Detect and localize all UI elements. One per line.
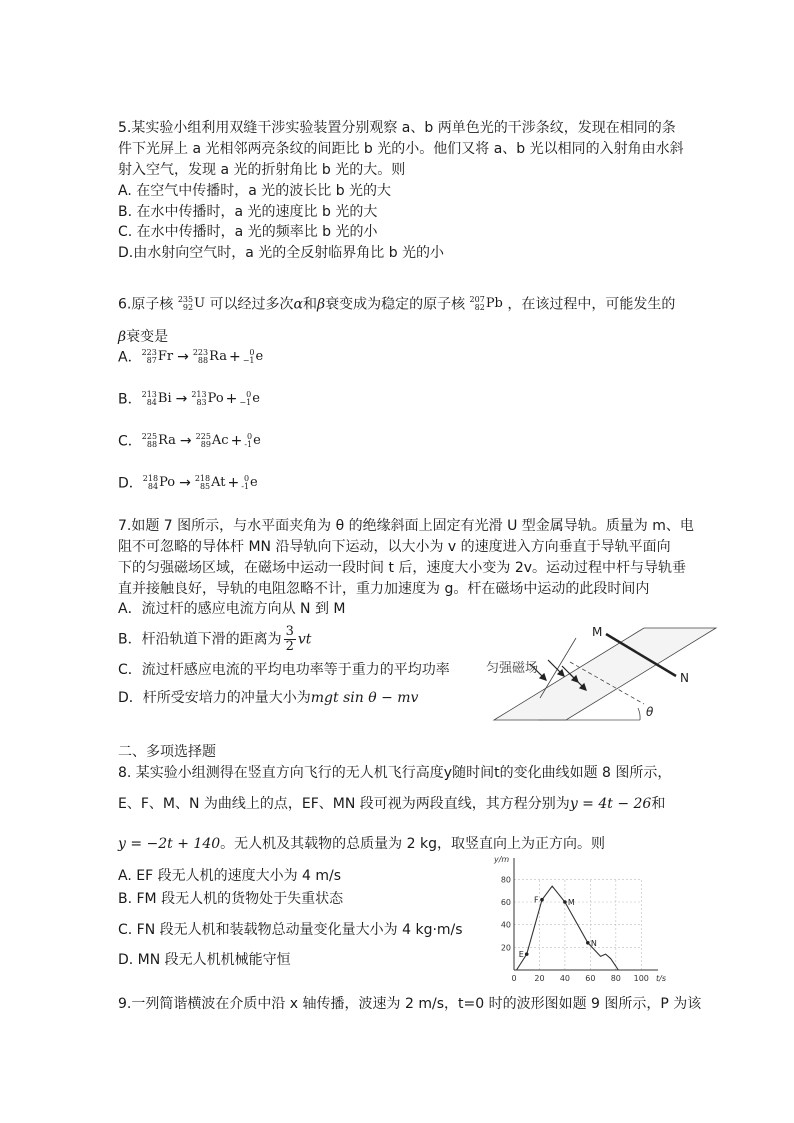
point-label: F — [534, 895, 539, 905]
q8-option-d: D. MN 段无人机机械能守恒 — [118, 952, 291, 968]
q7-line-3: 下的匀强磁场区域，在磁场中运动一段时间 t 后，速度大小变为 2v。运动过程中杆与导轨垂 — [118, 560, 687, 576]
parent-nucleus: 225 88 Ra — [141, 432, 176, 449]
fraction-3-2: $\frac{3}{2}$ — [285, 624, 294, 654]
q7-option-a: A．流过杆的感应电流方向从 N 到 M — [118, 601, 346, 617]
arrow-icon: → — [179, 433, 192, 450]
arrow-icon: → — [177, 349, 189, 366]
q7-line-4: 直并接触良好，导轨的电阻忽略不计，重力加速度为 g。杆在磁场中运动的此段时间内 — [118, 581, 650, 597]
option-label: A． — [118, 349, 142, 366]
option-label: B． — [118, 391, 142, 408]
q5-option-a: A. 在空气中传播时，a 光的波长比 b 光的大 — [118, 183, 392, 199]
parent-nucleus: 213 84 Bi — [141, 390, 172, 407]
q8-option-c: C. FN 段无人机和装载物总动量变化量大小为 4 kg·m/s — [118, 922, 463, 938]
point-label: M — [567, 898, 575, 907]
point-label: E — [518, 950, 524, 960]
q5-option-c: C. 在水中传播时，a 光的频率比 b 光的小 — [118, 224, 378, 240]
altitude-time-chart — [488, 852, 664, 984]
arrow-icon: → — [179, 475, 191, 492]
q6-option-b: B． 213 84 Bi → 213 83 Po + 0 −1 e — [118, 389, 260, 410]
q7-option-b: B．杆沿轨道下滑的距离为 $\frac{3}{2}$ vt — [118, 624, 312, 654]
daughter-nucleus: 213 83 Po — [191, 390, 224, 407]
option-label: C． — [118, 433, 142, 450]
q5-option-d: D.由水射向空气时，a 光的全反射临界角比 b 光的小 — [118, 245, 445, 261]
x-tick-label: 80 — [610, 974, 621, 983]
q8-line-2: E、F、M、N 为曲线上的点，EF、MN 段可视为两段直线，其方程分别为y = 4t − 26和 — [118, 796, 666, 812]
x-axis-label: t/s — [656, 974, 666, 983]
parent-nucleus: 218 84 Po — [142, 474, 176, 491]
electron: 0 -1 e — [244, 432, 261, 449]
data-point — [540, 898, 544, 902]
x-tick-label: 60 — [585, 974, 596, 983]
incline-rail-figure — [480, 612, 720, 738]
section-title: 二、多项选择题 — [118, 744, 216, 760]
uranium-nucleus: 235 92 U — [177, 295, 206, 312]
q7-line-1: 7.如题 7 图所示，与水平面夹角为 θ 的绝缘斜面上固定有光滑 U 型金属导轨。质量为 m、电 — [118, 518, 694, 534]
label-m: M — [592, 625, 603, 639]
q9-line-1: 9.一列简谐横波在介质中沿 x 轴传播，波速为 2 m/s，t=0 时的波形图如题 9 图所示，P 为该 — [118, 996, 702, 1012]
q8-option-a: A. EF 段无人机的速度大小为 4 m/s — [118, 868, 342, 884]
q6-line-2: β衰变是 — [118, 329, 169, 345]
electron: 0 −1 e — [242, 348, 264, 365]
q8-line-3: y = −2t + 140。无人机及其载物的总质量为 2 kg，取竖直向上为正方向。则 — [118, 836, 605, 852]
y-axis-label: y/m — [494, 855, 510, 864]
point-label: N — [590, 938, 597, 948]
electron: 0 -1 e — [241, 474, 258, 491]
x-tick-label: 20 — [534, 974, 545, 983]
data-point — [563, 900, 567, 904]
q6-option-c: C． 225 88 Ra → 225 89 Ac + 0 -1 e — [118, 431, 261, 452]
daughter-nucleus: 225 89 Ac — [195, 432, 229, 449]
daughter-nucleus: 223 88 Ra — [192, 348, 227, 365]
data-point — [525, 952, 529, 956]
q6-option-a: A． 223 87 Fr → 223 88 Ra + 0 −1 e — [118, 347, 263, 368]
y-tick-label: 20 — [500, 943, 511, 953]
q7-option-c: C．流过杆感应电流的平均电功率等于重力的平均功率 — [118, 662, 450, 678]
label-n: N — [680, 671, 689, 685]
data-point — [586, 941, 590, 945]
parent-nucleus: 223 87 Fr — [141, 348, 174, 365]
q7-line-2: 阻不可忽略的导体杆 MN 沿导轨向下运动，以大小为 v 的速度进入方向垂直于导轨平面向 — [118, 539, 671, 555]
arrow-icon: → — [175, 391, 188, 408]
option-label: D． — [118, 475, 143, 492]
x-tick-label: 40 — [559, 974, 571, 983]
lead-nucleus: 207 82 Pb — [469, 295, 503, 312]
q6-line-1: 6.原子核 235 92 U 可以经过多次α和β衰变成为稳定的原子核 207 82 Pb ，在该过程中，可能发生的 — [118, 294, 675, 315]
q5-line-3: 射入空气，发现 a 光的折射角比 b 光的大。则 — [118, 162, 406, 178]
label-theta: θ — [646, 705, 654, 719]
q8-line-1: 8. 某实验小组测得在竖直方向飞行的无人机飞行高度y随时间t的变化曲线如题 8 图所示， — [118, 765, 672, 781]
y-tick-label: 80 — [500, 875, 511, 885]
daughter-nucleus: 218 85 At — [194, 474, 226, 491]
q6-option-d: D． 218 84 Po → 218 85 At + 0 -1 e — [118, 473, 258, 494]
label-magnetic-field: 匀强磁场 — [486, 661, 539, 676]
q5-line-2: 件下光屏上 a 光相邻两亮条纹的间距比 b 光的小。他们又将 a、b 光以相同的入射角由水斜 — [118, 141, 684, 157]
y-tick-label: 40 — [500, 920, 511, 930]
y-tick-label: 60 — [500, 898, 511, 907]
x-tick-label: 100 — [633, 974, 649, 983]
q8-option-b: B. FM 段无人机的货物处于失重状态 — [118, 891, 344, 907]
q5-line-1: 5.某实验小组利用双缝干涉实验装置分别观察 a、b 两单色光的干涉条纹，发现在相同的条 — [118, 120, 676, 136]
q5-option-b: B. 在水中传播时，a 光的速度比 b 光的大 — [118, 204, 378, 220]
x-tick-label: 0 — [511, 974, 517, 983]
electron: 0 −1 e — [239, 390, 260, 407]
q7-option-d: D．杆所受安培力的冲量大小为mgt sin θ − mv — [118, 690, 419, 706]
